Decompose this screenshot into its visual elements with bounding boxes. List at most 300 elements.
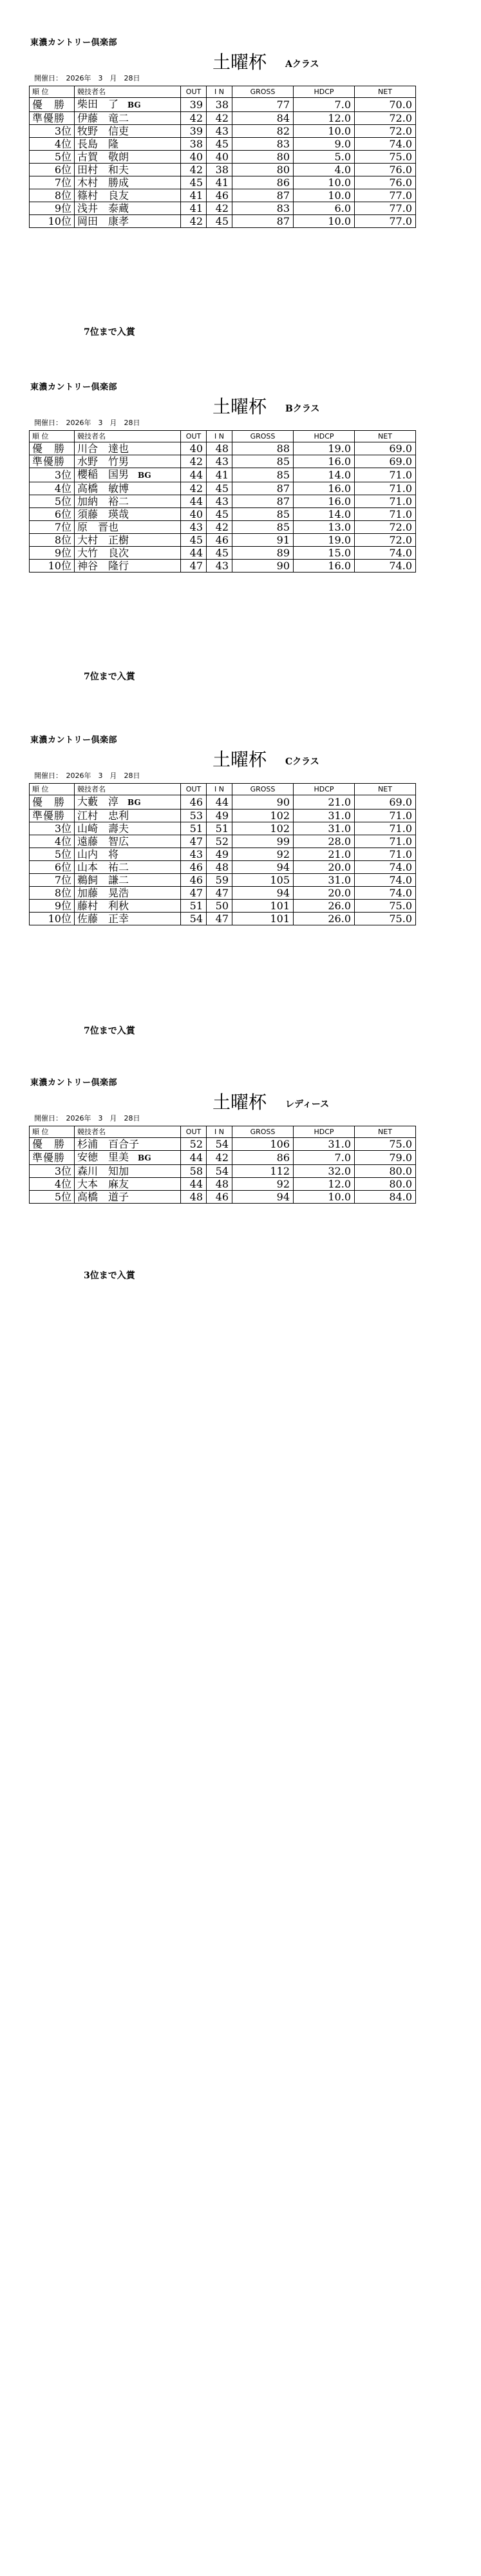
in-cell: 54 [207, 1165, 232, 1178]
gross-cell: 87 [232, 482, 294, 495]
player-name: 加藤 晃浩 [77, 887, 129, 899]
rank-cell: 4位 [30, 482, 75, 495]
column-header: NET [355, 86, 416, 98]
table-row [30, 1178, 416, 1191]
in-cell: 48 [207, 861, 232, 874]
player-name: 須藤 瑛哉 [77, 508, 129, 520]
out-cell: 45 [181, 176, 207, 189]
in-cell: 49 [207, 848, 232, 861]
out-cell: 42 [181, 112, 207, 125]
net-cell: 71.0 [355, 848, 416, 861]
table-row [30, 822, 416, 835]
player-name: 佐藤 正幸 [77, 913, 129, 925]
player-name: 森川 知加 [77, 1165, 129, 1177]
in-cell: 44 [207, 795, 232, 810]
table-row [30, 508, 416, 521]
competition-title: 土曜杯 [212, 396, 267, 417]
net-cell: 71.0 [355, 810, 416, 822]
in-cell: 42 [207, 1151, 232, 1165]
club-name: 東濃カントリー倶楽部 [30, 383, 118, 392]
net-cell: 80.0 [355, 1165, 416, 1178]
out-cell: 53 [181, 810, 207, 822]
gross-cell: 91 [232, 534, 294, 547]
gross-cell: 86 [232, 176, 294, 189]
table-row [30, 900, 416, 913]
rank-cell: 5位 [30, 495, 75, 508]
net-cell: 75.0 [355, 151, 416, 164]
results-table [29, 783, 416, 925]
table-row [30, 547, 416, 560]
net-cell: 74.0 [355, 874, 416, 887]
table-row [30, 887, 416, 900]
player-name-cell [75, 810, 181, 822]
in-cell: 45 [207, 547, 232, 560]
player-name: 大藪 淳 [77, 795, 119, 808]
player-name-cell [75, 795, 181, 810]
net-cell: 71.0 [355, 482, 416, 495]
in-cell: 46 [207, 534, 232, 547]
player-name-cell [75, 151, 181, 164]
player-name: 杉浦 百合子 [77, 1138, 140, 1150]
gross-cell: 106 [232, 1138, 294, 1151]
net-cell: 72.0 [355, 112, 416, 125]
hdcp-cell: 32.0 [294, 1165, 355, 1178]
column-header: I N [207, 86, 232, 98]
column-header: HDCP [294, 431, 355, 442]
out-cell: 47 [181, 887, 207, 900]
net-cell: 69.0 [355, 455, 416, 468]
in-cell: 45 [207, 215, 232, 228]
in-cell: 50 [207, 900, 232, 913]
column-header: I N [207, 784, 232, 795]
in-cell: 51 [207, 822, 232, 835]
in-cell: 43 [207, 125, 232, 138]
best-gross-badge: BG [127, 798, 141, 807]
rank-cell: 優 勝 [30, 442, 75, 455]
player-name: 大竹 良次 [77, 547, 129, 559]
column-header: 順 位 [30, 86, 75, 98]
hdcp-cell: 4.0 [294, 164, 355, 176]
player-name-cell [75, 202, 181, 215]
in-cell: 47 [207, 887, 232, 900]
out-cell: 40 [181, 442, 207, 455]
column-header: GROSS [232, 431, 294, 442]
best-gross-badge: BG [138, 1153, 151, 1162]
player-name-cell [75, 112, 181, 125]
player-name-cell [75, 900, 181, 913]
net-cell: 72.0 [355, 125, 416, 138]
in-cell: 45 [207, 482, 232, 495]
result-section [0, 733, 481, 939]
gross-cell: 88 [232, 442, 294, 455]
player-name-cell [75, 874, 181, 887]
player-name: 櫻稲 国男 [77, 468, 129, 480]
player-name-cell [75, 822, 181, 835]
gross-cell: 84 [232, 112, 294, 125]
hdcp-cell: 10.0 [294, 189, 355, 202]
gross-cell: 92 [232, 848, 294, 861]
gross-cell: 105 [232, 874, 294, 887]
column-header: NET [355, 1126, 416, 1138]
table-row [30, 468, 416, 482]
gross-cell: 94 [232, 1191, 294, 1204]
gross-cell: 80 [232, 164, 294, 176]
player-name-cell [75, 442, 181, 455]
rank-cell: 7位 [30, 874, 75, 887]
out-cell: 45 [181, 534, 207, 547]
table-row [30, 874, 416, 887]
hdcp-cell: 9.0 [294, 138, 355, 151]
in-cell: 54 [207, 1138, 232, 1151]
net-cell: 71.0 [355, 835, 416, 848]
table-row [30, 189, 416, 202]
event-date: 開催日： 2026年 3 月 28日 [34, 1114, 140, 1122]
net-cell: 75.0 [355, 1138, 416, 1151]
gross-cell: 85 [232, 468, 294, 482]
player-name: 長島 隆 [77, 138, 119, 150]
hdcp-cell: 20.0 [294, 861, 355, 874]
player-name-cell [75, 1178, 181, 1191]
in-cell: 46 [207, 1191, 232, 1204]
table-row [30, 125, 416, 138]
column-header: 競技者名 [75, 86, 181, 98]
net-cell: 76.0 [355, 176, 416, 189]
player-name: 大本 麻友 [77, 1178, 129, 1190]
player-name-cell [75, 215, 181, 228]
rank-cell: 10位 [30, 560, 75, 573]
out-cell: 44 [181, 468, 207, 482]
best-gross-badge: BG [127, 100, 141, 109]
column-header: 順 位 [30, 431, 75, 442]
table-header-row [30, 1126, 416, 1138]
hdcp-cell: 26.0 [294, 900, 355, 913]
player-name-cell [75, 861, 181, 874]
out-cell: 44 [181, 495, 207, 508]
rank-cell: 4位 [30, 138, 75, 151]
competition-title: 土曜杯 [212, 749, 267, 770]
table-row [30, 1138, 416, 1151]
out-cell: 40 [181, 151, 207, 164]
table-row [30, 495, 416, 508]
hdcp-cell: 16.0 [294, 455, 355, 468]
rank-cell: 9位 [30, 900, 75, 913]
gross-cell: 85 [232, 508, 294, 521]
prize-note: 7位まで入賞 [84, 672, 135, 682]
table-row [30, 835, 416, 848]
player-name-cell [75, 508, 181, 521]
net-cell: 69.0 [355, 442, 416, 455]
out-cell: 51 [181, 900, 207, 913]
rank-cell: 10位 [30, 215, 75, 228]
hdcp-cell: 28.0 [294, 835, 355, 848]
rank-cell: 優 勝 [30, 98, 75, 112]
out-cell: 46 [181, 874, 207, 887]
rank-cell: 準優勝 [30, 1151, 75, 1165]
table-header-row [30, 86, 416, 98]
net-cell: 75.0 [355, 913, 416, 925]
player-name: 山内 将 [77, 848, 119, 860]
player-name: 川合 達也 [77, 442, 129, 455]
rank-cell: 9位 [30, 202, 75, 215]
column-header: 順 位 [30, 784, 75, 795]
in-cell: 46 [207, 189, 232, 202]
result-section [0, 35, 481, 242]
player-name: 水野 竹男 [77, 455, 129, 468]
player-name-cell [75, 1165, 181, 1178]
gross-cell: 112 [232, 1165, 294, 1178]
out-cell: 54 [181, 913, 207, 925]
rank-cell: 5位 [30, 151, 75, 164]
out-cell: 51 [181, 822, 207, 835]
out-cell: 46 [181, 861, 207, 874]
in-cell: 48 [207, 442, 232, 455]
rank-cell: 6位 [30, 164, 75, 176]
column-header: OUT [181, 784, 207, 795]
player-name-cell [75, 495, 181, 508]
gross-cell: 101 [232, 913, 294, 925]
hdcp-cell: 16.0 [294, 560, 355, 573]
player-name: 山崎 壽夫 [77, 822, 129, 835]
gross-cell: 87 [232, 495, 294, 508]
in-cell: 42 [207, 112, 232, 125]
out-cell: 43 [181, 521, 207, 534]
player-name: 安徳 里美 [77, 1151, 129, 1163]
gross-cell: 89 [232, 547, 294, 560]
column-header: NET [355, 784, 416, 795]
rank-cell: 準優勝 [30, 810, 75, 822]
in-cell: 41 [207, 176, 232, 189]
player-name-cell [75, 521, 181, 534]
out-cell: 52 [181, 1138, 207, 1151]
result-section [0, 1075, 481, 1282]
table-row [30, 861, 416, 874]
player-name-cell [75, 887, 181, 900]
net-cell: 74.0 [355, 547, 416, 560]
in-cell: 42 [207, 202, 232, 215]
out-cell: 39 [181, 125, 207, 138]
player-name-cell [75, 455, 181, 468]
gross-cell: 99 [232, 835, 294, 848]
net-cell: 72.0 [355, 521, 416, 534]
prize-note: 7位まで入賞 [84, 1026, 135, 1036]
player-name: 遠藤 智広 [77, 835, 129, 848]
gross-cell: 90 [232, 795, 294, 810]
gross-cell: 87 [232, 189, 294, 202]
out-cell: 47 [181, 560, 207, 573]
player-name: 柴田 了 [77, 98, 119, 110]
out-cell: 38 [181, 138, 207, 151]
in-cell: 43 [207, 495, 232, 508]
column-header: I N [207, 1126, 232, 1138]
in-cell: 47 [207, 913, 232, 925]
player-name: 浅井 泰蔵 [77, 202, 129, 214]
prize-note: 3位まで入賞 [84, 1271, 135, 1281]
player-name: 篠村 良友 [77, 189, 129, 202]
gross-cell: 85 [232, 455, 294, 468]
table-row [30, 112, 416, 125]
net-cell: 71.0 [355, 822, 416, 835]
hdcp-cell: 31.0 [294, 822, 355, 835]
club-name: 東濃カントリー倶楽部 [30, 735, 118, 745]
player-name-cell [75, 125, 181, 138]
player-name: 牧野 信吏 [77, 125, 129, 137]
hdcp-cell: 10.0 [294, 1191, 355, 1204]
gross-cell: 94 [232, 887, 294, 900]
table-row [30, 1165, 416, 1178]
table-row [30, 1151, 416, 1165]
hdcp-cell: 19.0 [294, 534, 355, 547]
out-cell: 47 [181, 835, 207, 848]
player-name: 高橋 道子 [77, 1191, 129, 1203]
player-name: 山本 祐二 [77, 861, 129, 873]
net-cell: 74.0 [355, 138, 416, 151]
hdcp-cell: 7.0 [294, 1151, 355, 1165]
player-name-cell [75, 560, 181, 573]
net-cell: 71.0 [355, 508, 416, 521]
club-name: 東濃カントリー倶楽部 [30, 38, 118, 48]
hdcp-cell: 26.0 [294, 913, 355, 925]
out-cell: 40 [181, 508, 207, 521]
in-cell: 40 [207, 151, 232, 164]
out-cell: 42 [181, 215, 207, 228]
player-name: 田村 和夫 [77, 164, 129, 176]
hdcp-cell: 10.0 [294, 215, 355, 228]
class-label: Cクラス [285, 757, 319, 767]
out-cell: 42 [181, 482, 207, 495]
table-row [30, 98, 416, 112]
table-row [30, 482, 416, 495]
out-cell: 48 [181, 1191, 207, 1204]
player-name-cell [75, 1191, 181, 1204]
in-cell: 45 [207, 138, 232, 151]
out-cell: 44 [181, 1151, 207, 1165]
hdcp-cell: 13.0 [294, 521, 355, 534]
hdcp-cell: 19.0 [294, 442, 355, 455]
player-name-cell [75, 189, 181, 202]
hdcp-cell: 16.0 [294, 495, 355, 508]
rank-cell: 優 勝 [30, 795, 75, 810]
net-cell: 80.0 [355, 1178, 416, 1191]
out-cell: 43 [181, 848, 207, 861]
in-cell: 59 [207, 874, 232, 887]
player-name-cell [75, 547, 181, 560]
column-header: OUT [181, 431, 207, 442]
result-section [0, 380, 481, 586]
gross-cell: 94 [232, 861, 294, 874]
rank-cell: 5位 [30, 848, 75, 861]
class-label: Aクラス [285, 59, 319, 70]
hdcp-cell: 16.0 [294, 482, 355, 495]
rank-cell: 3位 [30, 125, 75, 138]
player-name-cell [75, 913, 181, 925]
table-header-row [30, 784, 416, 795]
event-date: 開催日： 2026年 3 月 28日 [34, 419, 140, 427]
table-row [30, 560, 416, 573]
net-cell: 71.0 [355, 468, 416, 482]
gross-cell: 87 [232, 215, 294, 228]
rank-cell: 7位 [30, 521, 75, 534]
in-cell: 49 [207, 810, 232, 822]
player-name-cell [75, 1151, 181, 1165]
table-row [30, 521, 416, 534]
rank-cell: 8位 [30, 534, 75, 547]
net-cell: 84.0 [355, 1191, 416, 1204]
column-header: HDCP [294, 86, 355, 98]
in-cell: 43 [207, 455, 232, 468]
in-cell: 41 [207, 468, 232, 482]
hdcp-cell: 21.0 [294, 848, 355, 861]
hdcp-cell: 14.0 [294, 508, 355, 521]
player-name: 江村 忠利 [77, 810, 129, 822]
column-header: GROSS [232, 86, 294, 98]
net-cell: 77.0 [355, 202, 416, 215]
in-cell: 38 [207, 164, 232, 176]
out-cell: 41 [181, 202, 207, 215]
rank-cell: 3位 [30, 1165, 75, 1178]
table-row [30, 215, 416, 228]
gross-cell: 86 [232, 1151, 294, 1165]
results-table [29, 86, 416, 228]
rank-cell: 4位 [30, 835, 75, 848]
rank-cell: 8位 [30, 189, 75, 202]
net-cell: 75.0 [355, 900, 416, 913]
rank-cell: 3位 [30, 822, 75, 835]
competition-title: 土曜杯 [212, 52, 267, 73]
column-header: OUT [181, 86, 207, 98]
hdcp-cell: 31.0 [294, 874, 355, 887]
in-cell: 45 [207, 508, 232, 521]
player-name-cell [75, 1138, 181, 1151]
player-name: 岡田 康孝 [77, 215, 129, 227]
player-name: 古賀 敬朗 [77, 151, 129, 163]
rank-cell: 7位 [30, 176, 75, 189]
out-cell: 42 [181, 164, 207, 176]
rank-cell: 準優勝 [30, 455, 75, 468]
player-name: 原 晋也 [77, 521, 119, 533]
net-cell: 74.0 [355, 560, 416, 573]
player-name-cell [75, 164, 181, 176]
table-row [30, 455, 416, 468]
out-cell: 39 [181, 98, 207, 112]
gross-cell: 83 [232, 202, 294, 215]
player-name-cell [75, 468, 181, 482]
table-row [30, 913, 416, 925]
best-gross-badge: BG [138, 471, 151, 480]
column-header: 競技者名 [75, 784, 181, 795]
table-header-row [30, 431, 416, 442]
hdcp-cell: 21.0 [294, 795, 355, 810]
net-cell: 71.0 [355, 495, 416, 508]
net-cell: 77.0 [355, 215, 416, 228]
net-cell: 79.0 [355, 1151, 416, 1165]
gross-cell: 77 [232, 98, 294, 112]
table-row [30, 534, 416, 547]
out-cell: 41 [181, 189, 207, 202]
player-name: 大村 正樹 [77, 534, 129, 546]
in-cell: 42 [207, 521, 232, 534]
player-name: 高橋 敏博 [77, 482, 129, 495]
rank-cell: 5位 [30, 1191, 75, 1204]
player-name-cell [75, 835, 181, 848]
player-name-cell [75, 138, 181, 151]
out-cell: 58 [181, 1165, 207, 1178]
event-date: 開催日： 2026年 3 月 28日 [34, 74, 140, 82]
gross-cell: 101 [232, 900, 294, 913]
hdcp-cell: 14.0 [294, 468, 355, 482]
net-cell: 74.0 [355, 861, 416, 874]
table-row [30, 202, 416, 215]
player-name: 藤村 利秋 [77, 900, 129, 912]
